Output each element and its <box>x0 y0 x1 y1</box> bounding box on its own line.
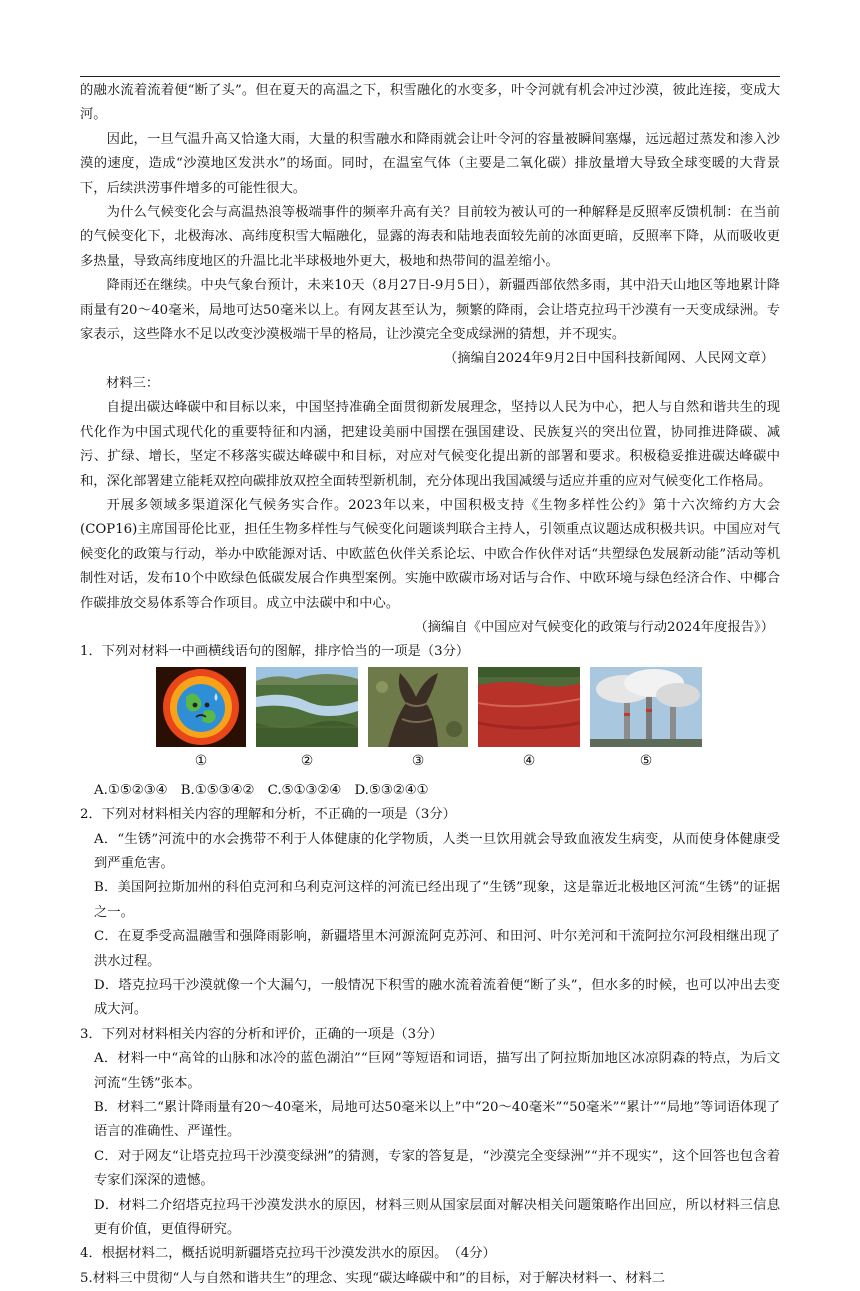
image-3 <box>368 667 468 769</box>
question-2-stem: 2．下列对材料相关内容的理解和分析，不正确的一项是（3分） <box>80 807 456 823</box>
question-3-stem: 3．下列对材料相关内容的分析和评价，正确的一项是（3分） <box>80 1026 443 1042</box>
question-2-option-d: D．塔克拉玛干沙漠就像一个大漏勺，一般情况下积雪的融水流着流着便“断了头”，但水多的时候，也可以冲出去变成大河。 <box>94 978 780 1018</box>
exam-page <box>80 76 780 1291</box>
smokestack-image <box>590 667 702 747</box>
question-2-option-a: A．“生锈”河流中的水会携带不利于人体健康的化学物质，人类一旦饮用就会导致血液发生病变，从而使身体健康受到严重危害。 <box>94 831 780 871</box>
rusted-river-image <box>478 667 580 747</box>
material3-title: 材料三： <box>106 375 160 391</box>
question-3-option-d: D．材料二介绍塔克拉玛干沙漠发洪水的原因，材料三则从国家层面对解决相关问题策略作出回应，所以材料三信息更有价值，更值得研究。 <box>94 1197 780 1238</box>
image-5 <box>590 667 702 769</box>
material2-source: （摘编自2024年9月2日中国科技新闻网、人民网文章） <box>444 351 774 367</box>
question-5-stem: 5.材料三中贯彻“人与自然和谐共生”的理念、实现“碳达峰碳中和”的目标，对于解决材料一、材料二 <box>80 1270 666 1286</box>
material3-para-2: 开展多领域多渠道深化气候务实合作。2023年以来，中国积极支持《生物多样性公约》第十六次缔约方大会(COP16)主席国哥伦比亚，担任生物多样性与气候变化问题谈判联合主持人，引领重点议题达成积极共识。中国应对气候变化的政策与行动，举办中欧能源对话、中欧蓝色伙伴关系论坛、中欧合作伙伴对话“共塑绿色发展新动能”活动等机制性对话，发布10个中欧绿色低碳发展合作典型案例。实施中欧碳市场对话与合作、中欧环境与绿色经济合作、中椰合作碳排放交易体系等合作项目。成立中法碳中和中心。 <box>80 497 780 611</box>
question-2-option-c: C．在夏季受高温融雪和强降雨影响，新疆塔里木河源流阿克苏河、和田河、叶尔羌河和干流阿拉尔河段相继出现了洪水过程。 <box>94 929 780 969</box>
image-1-label: ① <box>194 752 208 769</box>
image-3-label: ③ <box>411 752 425 769</box>
hot-earth-icon <box>156 667 246 747</box>
header-rule <box>80 76 780 77</box>
river-forest-image <box>256 667 358 747</box>
hot-earth-image <box>156 667 246 747</box>
question-2-option-b: B．美国阿拉斯加州的科伯克河和乌利克河这样的河流已经出现了“生锈”现象，这是靠近北极地区河流“生锈”的证据之一。 <box>94 880 780 920</box>
material2-para-4: 降雨还在继续。中央气象台预计，未来10天（8月27日-9月5日），新疆西部依然多雨，其中沿天山地区等地累计降雨量有20～40毫米，局地可达50毫米以上。有网友甚至认为，频繁的降雨，会让塔克拉玛干沙漠有一天变成绿洲。专家表示，这些降水不足以改变沙漠极端干旱的格局，让沙漠完全变成绿洲的猜想，并不现实。 <box>80 278 780 343</box>
image-1 <box>156 667 246 769</box>
material2-para-3: 为什么气候变化会与高温热浪等极端事件的频率升高有关？目前较为被认可的一种解释是反照率反馈机制：在当前的气候变化下，北极海冰、高纬度积雪大幅融化，显露的海表和陆地表面较先前的冰面更暗，反照率下降，从而吸收更多热量，导致高纬度地区的升温比北半球极地外更大，极地和热带间的温差缩小。 <box>80 205 780 269</box>
image-4 <box>478 667 580 769</box>
material3-source: （摘编自《中国应对气候变化的政策与行动2024年度报告》） <box>414 619 774 635</box>
material2-para-1: 的融水流着流着便“断了头”。但在夏天的高温之下，积雪融化的水变多，叶令河就有机会冲过沙漠，彼此连接，变成大河。 <box>80 83 780 123</box>
image-2 <box>256 667 358 769</box>
question-3-option-c: C．对于网友“让塔克拉玛干沙漠变绿洲”的猜测，专家的答复是，“沙漠完全变绿洲”“并不现实”，这个回答也包含着专家们深深的遗憾。 <box>94 1148 780 1189</box>
river-forest-icon <box>256 667 358 747</box>
smokestack-icon <box>590 667 702 747</box>
image-4-label: ④ <box>522 752 536 769</box>
question-1-images <box>80 667 780 779</box>
material3-para-1: 自提出碳达峰碳中和目标以来，中国坚持准确全面贯彻新发展理念，坚持以人民为中心，把人与自然和谐共生的现代化作为中国式现代化的重要特征和内涵，把建设美丽中国摆在强国建设、民族复兴的突出位置，协同推进降碳、减污、扩绿、增长，坚定不移落实碳达峰碳中和目标，对应对气候变化提出新的部署和要求。积极稳妥推进碳达峰碳中和，深化部署建立能耗双控向碳排放双控全面转型新机制，充分体现出我国减缓与适应并重的应对气候变化工作格局。 <box>80 400 780 489</box>
question-3-option-b: B．材料二“累计降雨量有20～40毫米，局地可达50毫米以上”中“20～40毫米”“50毫米”“累计”“局地”等词语体现了语言的准确性、严谨性。 <box>94 1100 780 1140</box>
question-1-stem: 1．下列对材料一中画横线语句的图解，排序恰当的一项是（3分） <box>80 644 470 660</box>
dead-tree-icon <box>368 667 468 747</box>
question-3-option-a: A．材料一中“高耸的山脉和冰冷的蓝色湖泊”“巨网”等短语和词语，描写出了阿拉斯加地区冰凉阴森的特点，为后文河流“生锈”张本。 <box>94 1051 780 1091</box>
question-1-options: A.①⑤②③④ B.①⑤③④② C.⑤①③②④ D.⑤③②④① <box>94 782 429 798</box>
dead-tree-image <box>368 667 468 747</box>
rusted-river-icon <box>478 667 580 747</box>
image-2-label: ② <box>300 752 314 769</box>
material2-para-2: 因此，一旦气温升高又恰逢大雨，大量的积雪融水和降雨就会让叶令河的容量被瞬间塞爆，远远超过蒸发和渗入沙漠的速度，造成“沙漠地区发洪水”的场面。同时，在温室气体（主要是二氧化碳）排放量增大导致全球变暖的大背景下，后续洪涝事件增多的可能性很大。 <box>80 131 780 196</box>
image-5-label: ⑤ <box>639 752 653 769</box>
question-4-stem: 4．根据材料二，概括说明新疆塔克拉玛干沙漠发洪水的原因。 （4分） <box>80 1246 496 1262</box>
